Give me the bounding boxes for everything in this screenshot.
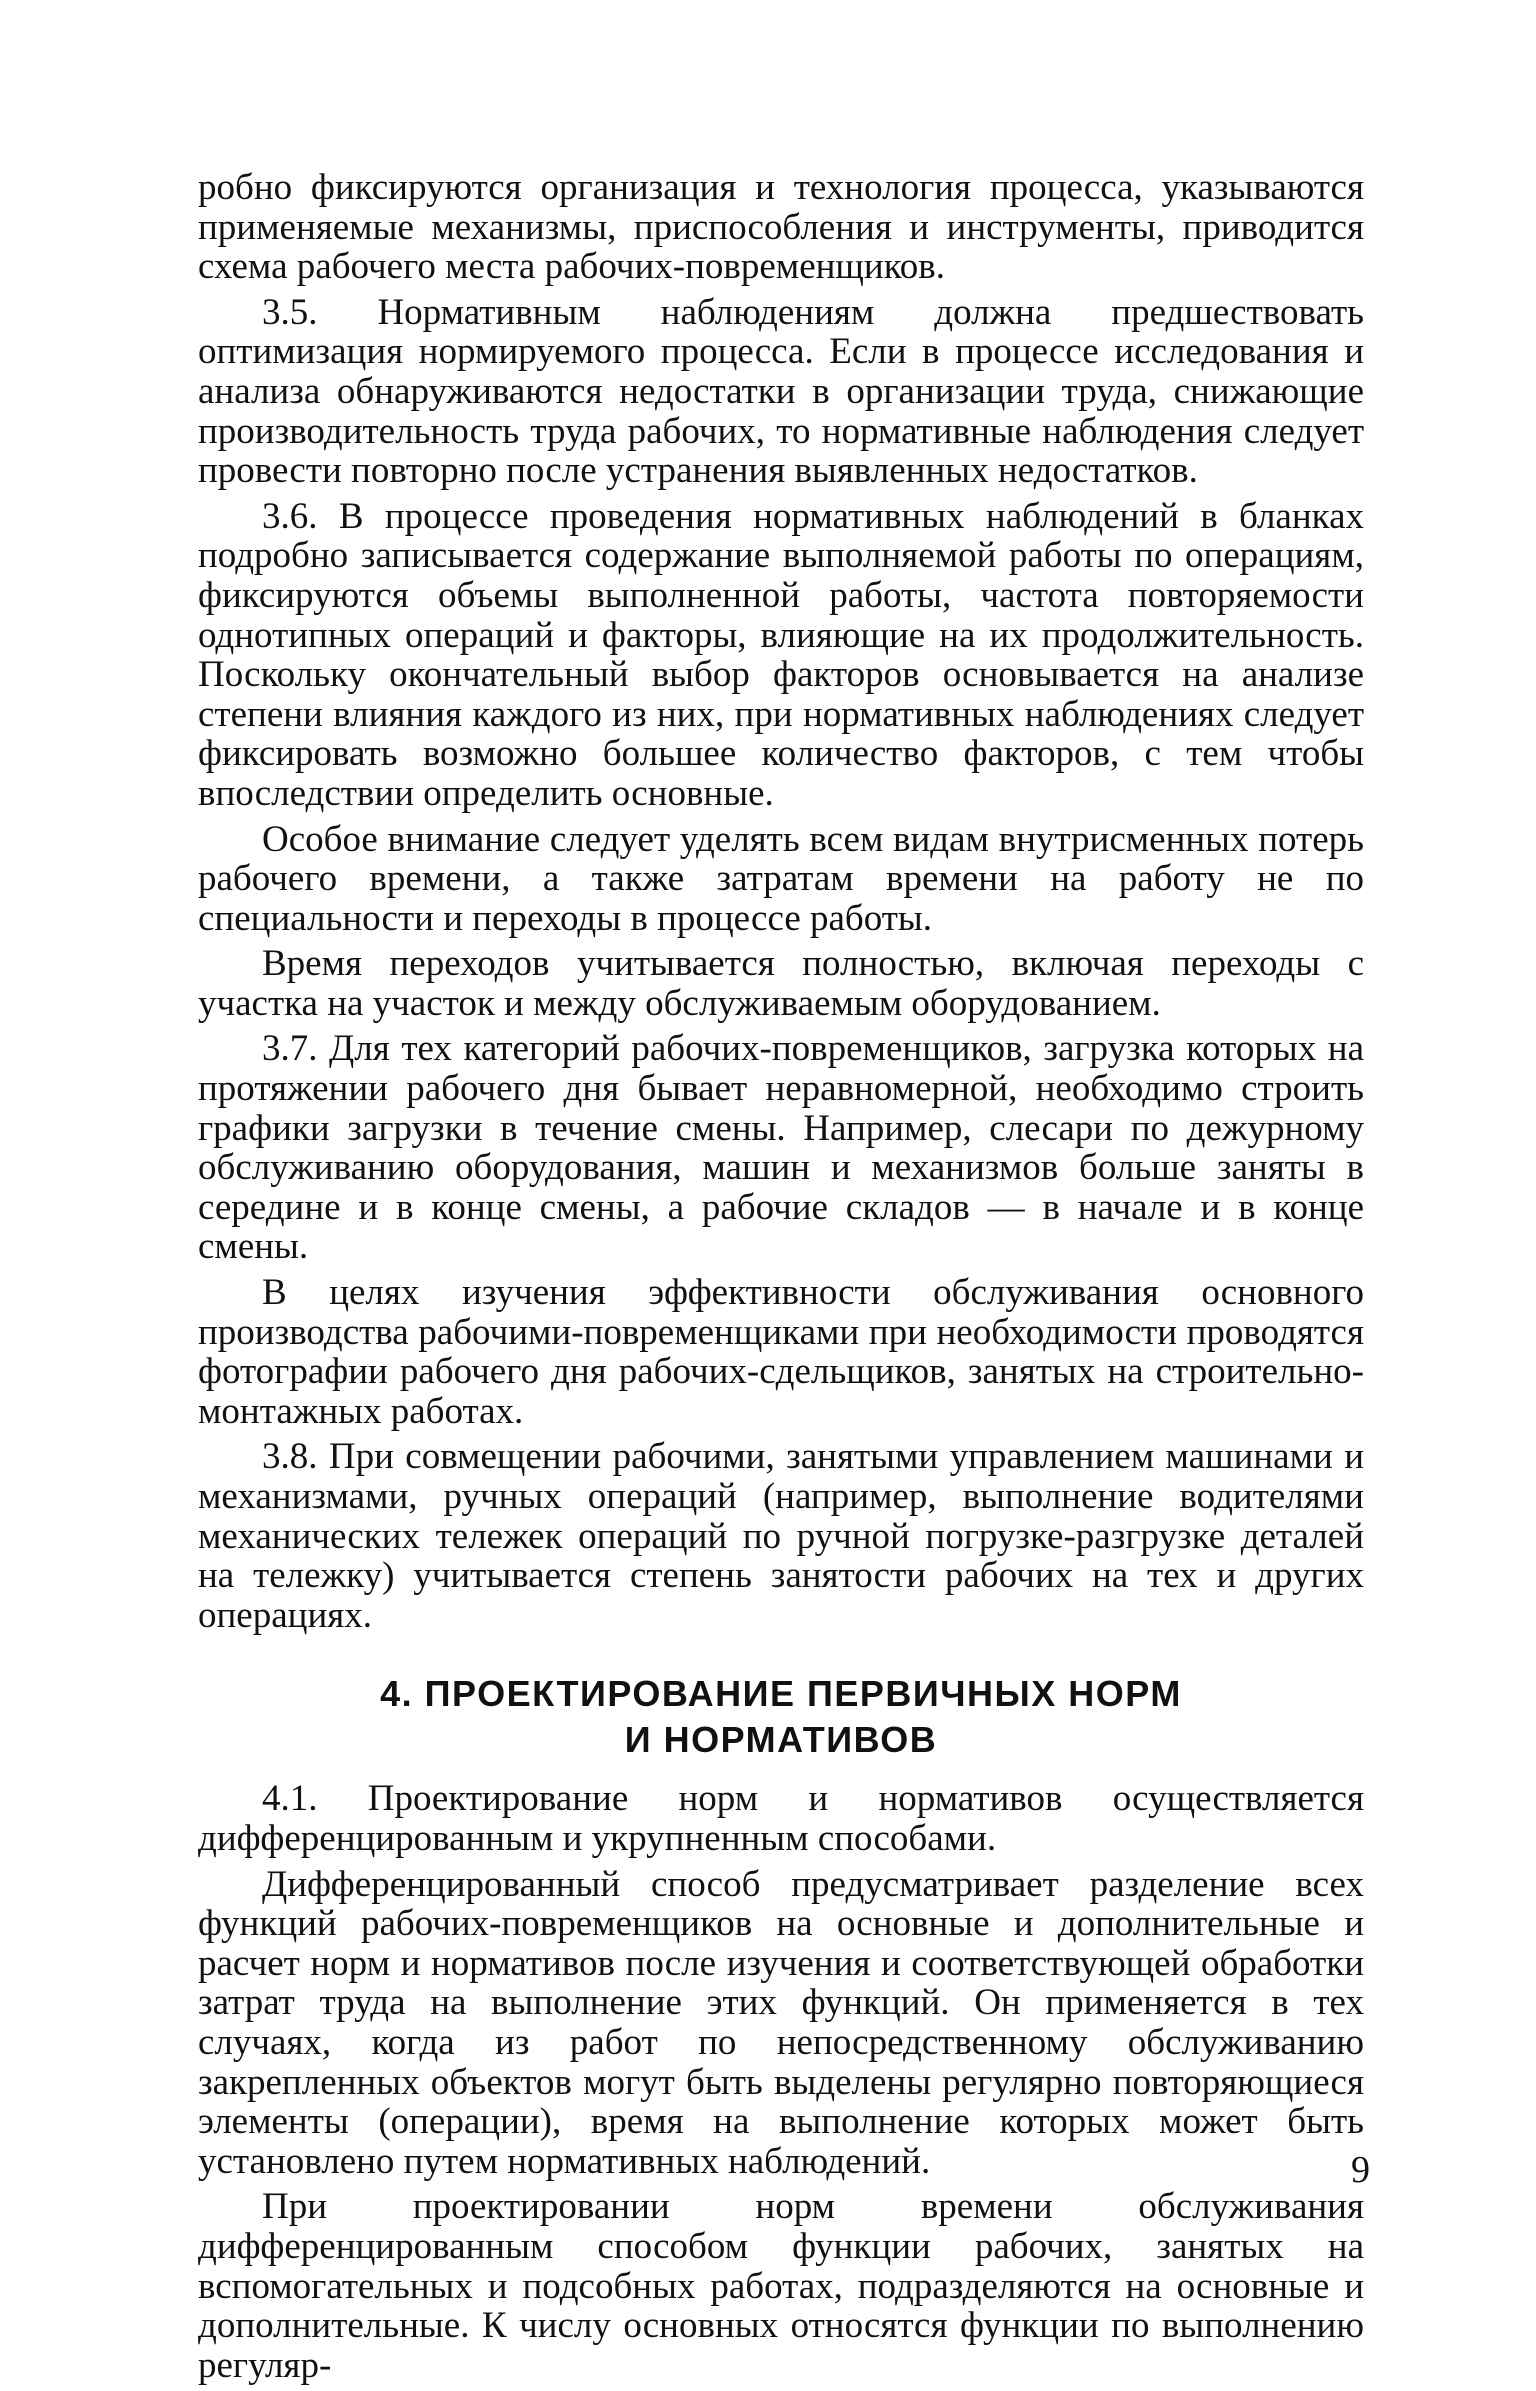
paragraph-efficiency: В целях изучения эффективности обслуживания основного производства рабочими-повременщиками при необходимости проводятся фотографии рабочего дня рабочих-сдельщиков, занятых на строительно-монтажных работах. [198, 1272, 1364, 1432]
paragraph-3-7: 3.7. Для тех категорий рабочих-повременщиков, загрузка которых на протяжении рабочего дня бывает неравномерной, необходимо строить графики загрузки в течение смены. Например, слесари по дежурному обслуживанию оборудования, машин и механизмов больше заняты в середине и в конце смены, а рабочие складов — в начале и в конце смены. [198, 1028, 1364, 1268]
paragraph-special-attention: Особое внимание следует уделять всем видам внутрисменных потерь рабочего времени, а также затратам времени на работу не по специальности и переходы в процессе работы. [198, 818, 1364, 939]
paragraph-differentiated-method: Дифференцированный способ предусматривает разделение всех функций рабочих-повременщиков на основные и дополнительные и расчет норм и нормативов после изучения и соответствующей обработки затрат труда на выполнение этих функций. Он применяется в тех случаях, когда из работ по непосредственному обслуживанию закрепленных объектов могут быть выделены регулярно повторяющиеся элементы (операции), время на выполнение которых может быть установлено путем нормативных наблюдений. [198, 1863, 1364, 2182]
text-column [198, 168, 1364, 2391]
paragraph-transition-time: Время переходов учитывается полностью, включая переходы с участка на участок и между обслуживаемым оборудованием. [198, 943, 1364, 1024]
page-number: 9 [1351, 2149, 1370, 2191]
section-heading-line-1: 4. ПРОЕКТИРОВАНИЕ ПЕРВИЧНЫХ НОРМ [380, 1673, 1182, 1715]
paragraph-4-1: 4.1. Проектирование норм и нормативов осуществляется дифференцированным и укрупненным способами. [198, 1778, 1364, 1859]
section-heading-line-2: И НОРМАТИВОВ [624, 1719, 938, 1761]
paragraph-3-8: 3.8. При совмещении рабочими, занятыми управлением машинами и механизмами, ручных операций (например, выполнение водителями механических тележек операций по ручной погрузке-разгрузке деталей на тележку) учитывается степень занятости рабочих на тех и других операциях. [198, 1436, 1364, 1636]
section-heading [198, 1671, 1364, 1763]
paragraph-3-6: 3.6. В процессе проведения нормативных наблюдений в бланках подробно записывается содержание выполняемой работы по операциям, фиксируются объемы выполненной работы, частота повторяемости однотипных операций и факторы, влияющие на их продолжительность. Поскольку окончательный выбор факторов основывается на анализе степени влияния каждого из них, при нормативных наблюдениях следует фиксировать возможно большее количество факторов, с тем чтобы впоследствии определить основные. [198, 495, 1364, 814]
paragraph-3-5: 3.5. Нормативным наблюдениям должна предшествовать оптимизация нормируемого процесса. Если в процессе исследования и анализа обнаруживаются недостатки в организации труда, снижающие производительность труда рабочих, то нормативные наблюдения следует провести повторно после устранения выявленных недостатков. [198, 291, 1364, 492]
paragraph-design-norms: При проектировании норм времени обслуживания дифференцированным способом функции рабочих, занятых на вспомогательных и подсобных работах, подразделяются на основные и дополнительные. К числу основных относятся функции по выполнению регуляр- [198, 2186, 1364, 2386]
paragraph-continuation: робно фиксируются организация и технология процесса, указываются применяемые механизмы, приспособления и инструменты, приводится схема рабочего места рабочих-повременщиков. [198, 167, 1364, 288]
